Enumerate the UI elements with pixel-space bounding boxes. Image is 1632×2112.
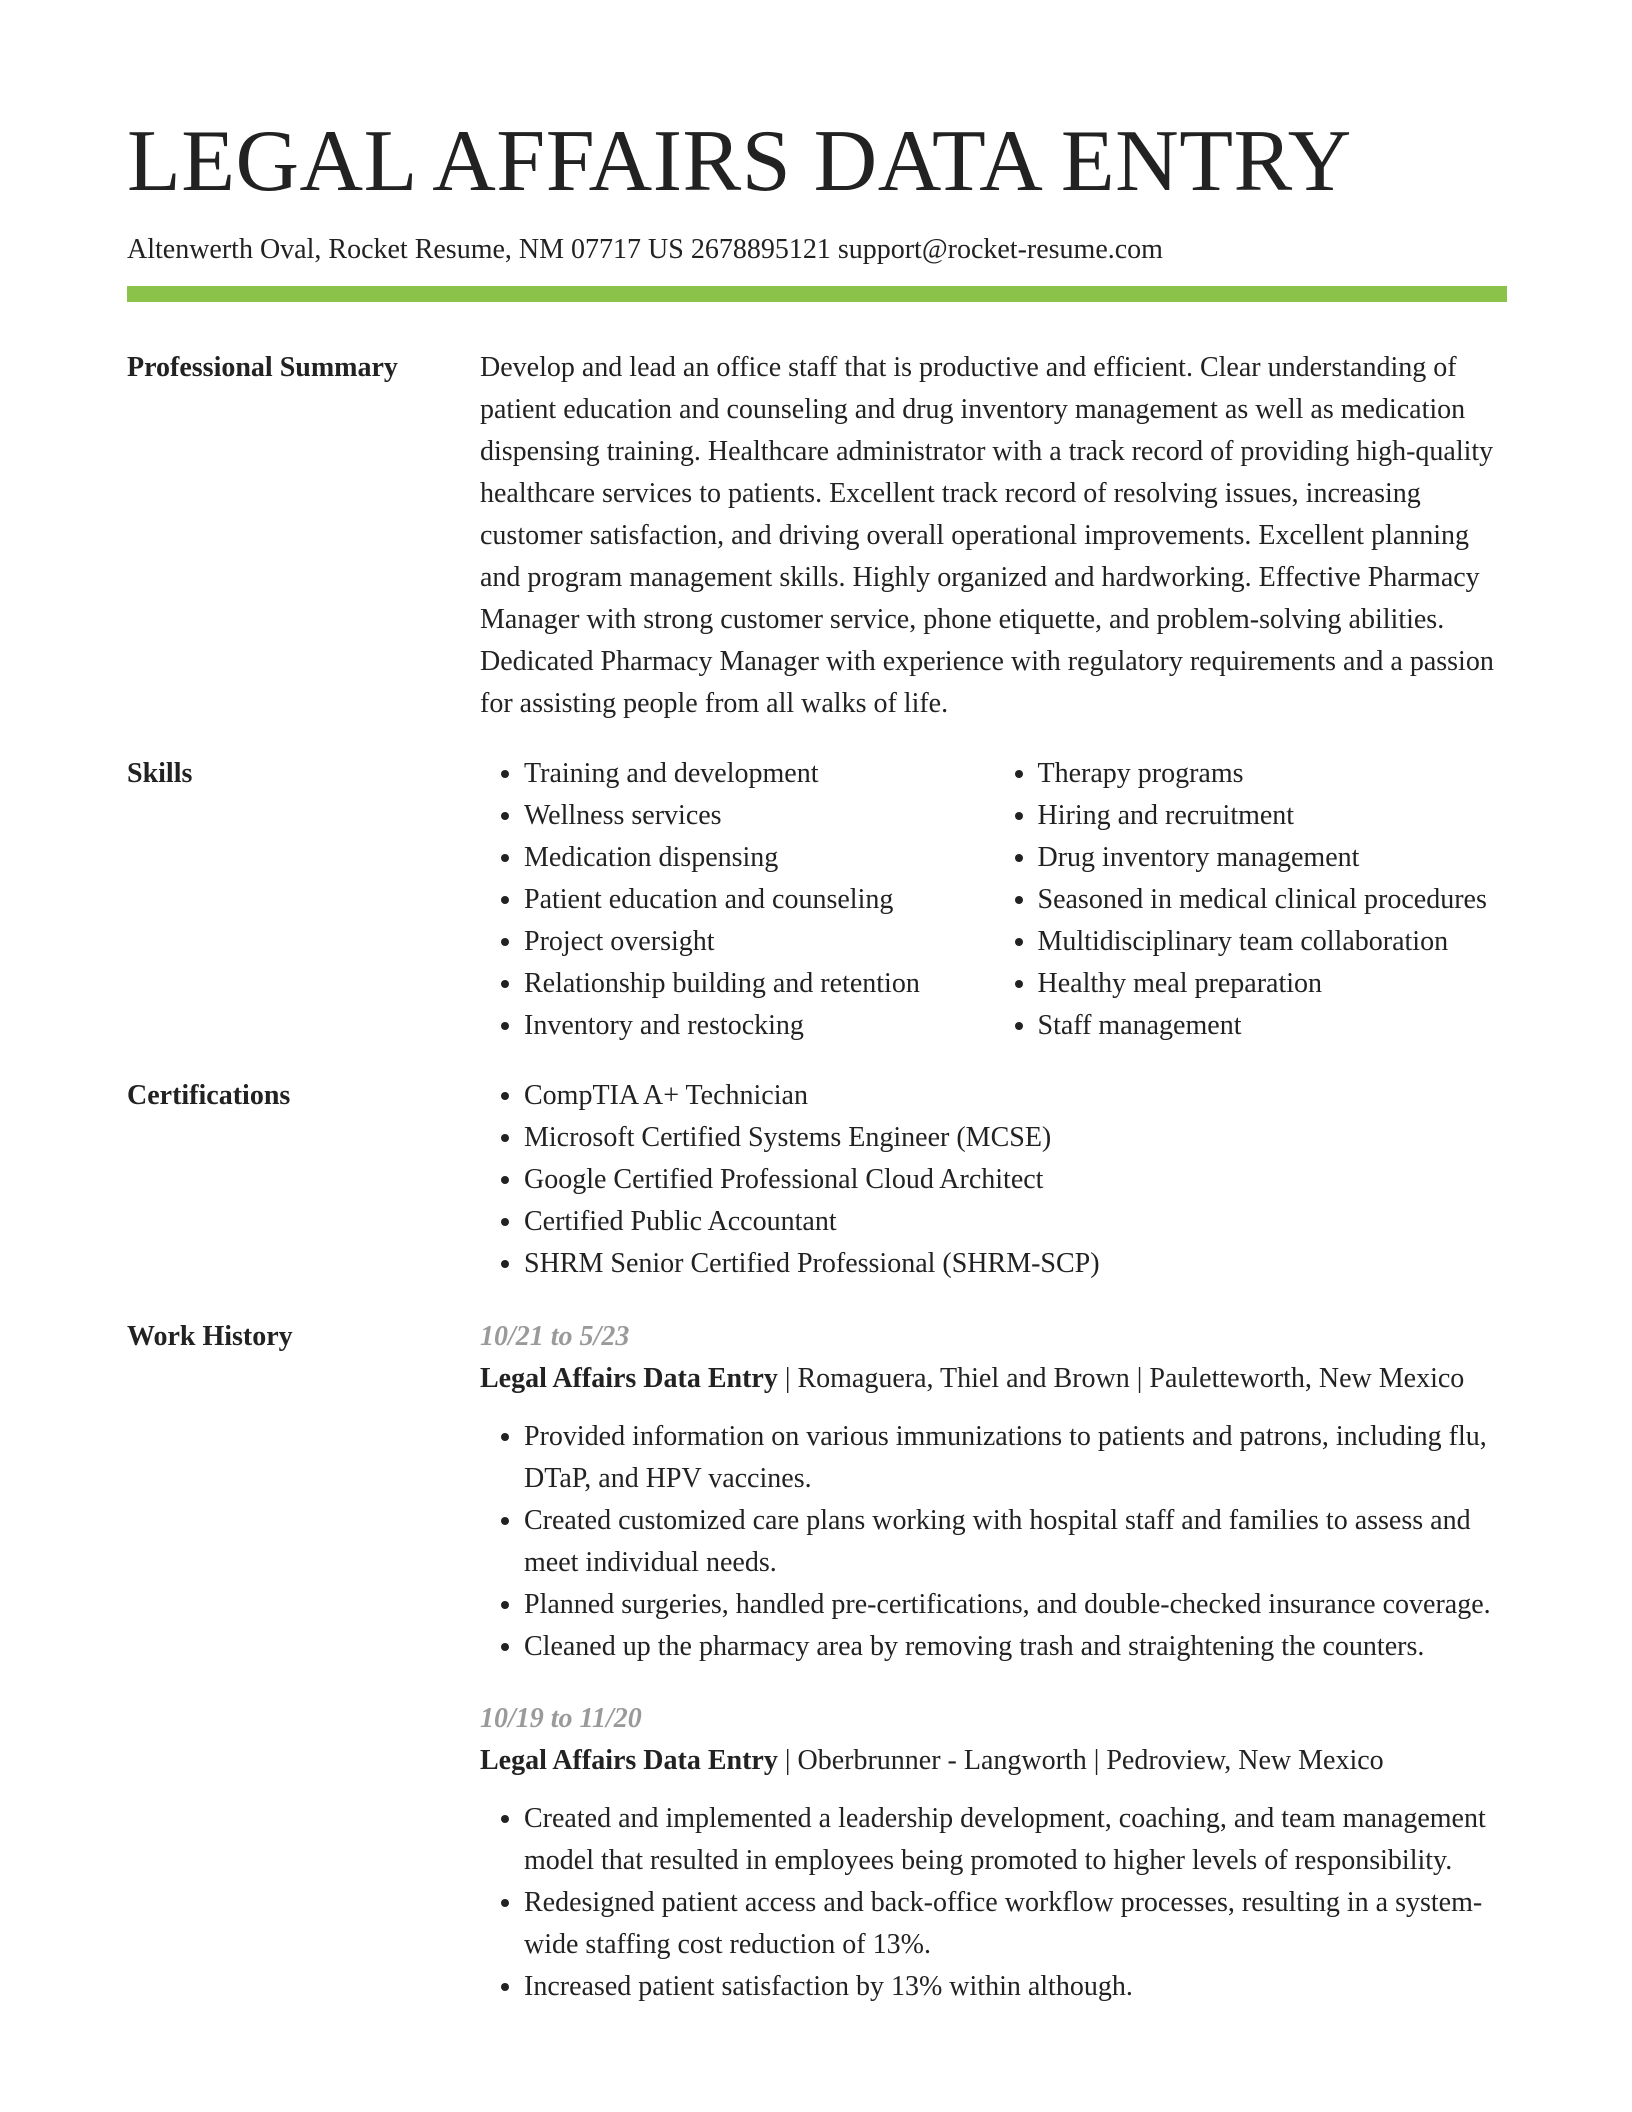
job-bullet: • Planned surgeries, handled pre-certifications, and double-checked insurance coverage. xyxy=(524,1584,1507,1626)
job-bullets xyxy=(480,1416,1507,1668)
job-bullet: • Cleaned up the pharmacy area by removing trash and straightening the counters. xyxy=(524,1626,1507,1668)
certifications-list xyxy=(480,1075,1507,1285)
resume-name: LEGAL AFFAIRS DATA ENTRY xyxy=(127,113,1352,210)
job-bullet: • Created and implemented a leadership development, coaching, and team management model that resulted in employees being promoted to higher levels of responsibility. xyxy=(524,1798,1507,1882)
skill-item: • Training and development xyxy=(524,753,994,795)
skill-item: • Drug inventory management xyxy=(1038,837,1508,879)
job-bullet: • Increased patient satisfaction by 13% within although. xyxy=(524,1966,1507,2008)
skill-item: • Medication dispensing xyxy=(524,837,994,879)
job-bullet: • Provided information on various immunizations to patients and patrons, including flu, DTaP, and HPV vaccines. xyxy=(524,1416,1507,1500)
header-divider xyxy=(127,286,1507,302)
certification-item: • Microsoft Certified Systems Engineer (MCSE) xyxy=(524,1117,1507,1159)
skill-item: • Wellness services xyxy=(524,795,994,837)
skill-item: • Staff management xyxy=(1038,1005,1508,1047)
job-title: Legal Affairs Data Entry xyxy=(480,1745,778,1776)
certifications-body xyxy=(480,1075,1507,1285)
skill-item: • Hiring and recruitment xyxy=(1038,795,1508,837)
certification-item: • CompTIA A+ Technician xyxy=(524,1075,1507,1117)
skill-item: • Relationship building and retention xyxy=(524,963,994,1005)
skill-item: • Inventory and restocking xyxy=(524,1005,994,1047)
contact-line xyxy=(127,232,1163,268)
contact-address: Altenwerth Oval, Rocket Resume, NM 07717 US xyxy=(127,234,684,265)
job-dates: 10/21 to 5/23 xyxy=(480,1321,630,1352)
job-entry xyxy=(480,1316,1507,1668)
job-heading: Legal Affairs Data Entry | Oberbrunner - Langworth | Pedroview, New Mexico xyxy=(480,1745,1384,1776)
work-history-heading: Work History xyxy=(127,1321,293,1352)
contact-email: support@rocket-resume.com xyxy=(837,234,1163,265)
job-heading: Legal Affairs Data Entry | Romaguera, Thiel and Brown | Pauletteworth, New Mexico xyxy=(480,1363,1465,1394)
summary-body xyxy=(480,347,1507,725)
job-entry xyxy=(480,1698,1507,2008)
summary-heading: Professional Summary xyxy=(127,352,398,383)
skill-item: • Healthy meal preparation xyxy=(1038,963,1508,1005)
job-bullet: • Redesigned patient access and back-office workflow processes, resulting in a system-wide staffing cost reduction of 13%. xyxy=(524,1882,1507,1966)
skills-list-left xyxy=(480,753,994,1047)
job-company: Oberbrunner - Langworth xyxy=(797,1745,1087,1776)
job-location: Pauletteworth, New Mexico xyxy=(1149,1363,1465,1394)
certification-item: • Google Certified Professional Cloud Architect xyxy=(524,1159,1507,1201)
skill-item: • Seasoned in medical clinical procedures xyxy=(1038,879,1508,921)
skill-item: • Therapy programs xyxy=(1038,753,1508,795)
skill-item: • Multidisciplinary team collaboration xyxy=(1038,921,1508,963)
certification-item: • SHRM Senior Certified Professional (SHRM-SCP) xyxy=(524,1243,1507,1285)
skills-body xyxy=(480,753,1507,1047)
job-title: Legal Affairs Data Entry xyxy=(480,1363,778,1394)
job-bullet: • Created customized care plans working with hospital staff and families to assess and meet individual needs. xyxy=(524,1500,1507,1584)
skill-item: • Project oversight xyxy=(524,921,994,963)
certification-item: • Certified Public Accountant xyxy=(524,1201,1507,1243)
contact-phone: 2678895121 xyxy=(690,234,831,265)
certifications-heading: Certifications xyxy=(127,1080,291,1111)
job-location: Pedroview, New Mexico xyxy=(1106,1745,1384,1776)
work-history-body xyxy=(480,1316,1507,2008)
skills-heading: Skills xyxy=(127,758,193,789)
job-dates: 10/19 to 11/20 xyxy=(480,1703,642,1734)
job-bullets xyxy=(480,1798,1507,2008)
job-company: Romaguera, Thiel and Brown xyxy=(797,1363,1130,1394)
summary-text: Develop and lead an office staff that is productive and efficient. Clear understanding of patient education and counseling and drug inventory management as well as medication dispensing training. Healthcare administrator with a track record of providing high-quality healthcare services to patients. Excellent track record of resolving issues, increasing customer satisfaction, and driving overall operational improvements. Excellent planning and program management skills. Highly organized and hardworking. Effective Pharmacy Manager with strong customer service, phone etiquette, and problem-solving abilities. Dedicated Pharmacy Manager with experience with regulatory requirements and a passion for assisting people from all walks of life. xyxy=(480,352,1494,719)
skills-list-right xyxy=(994,753,1508,1047)
skill-item: • Patient education and counseling xyxy=(524,879,994,921)
